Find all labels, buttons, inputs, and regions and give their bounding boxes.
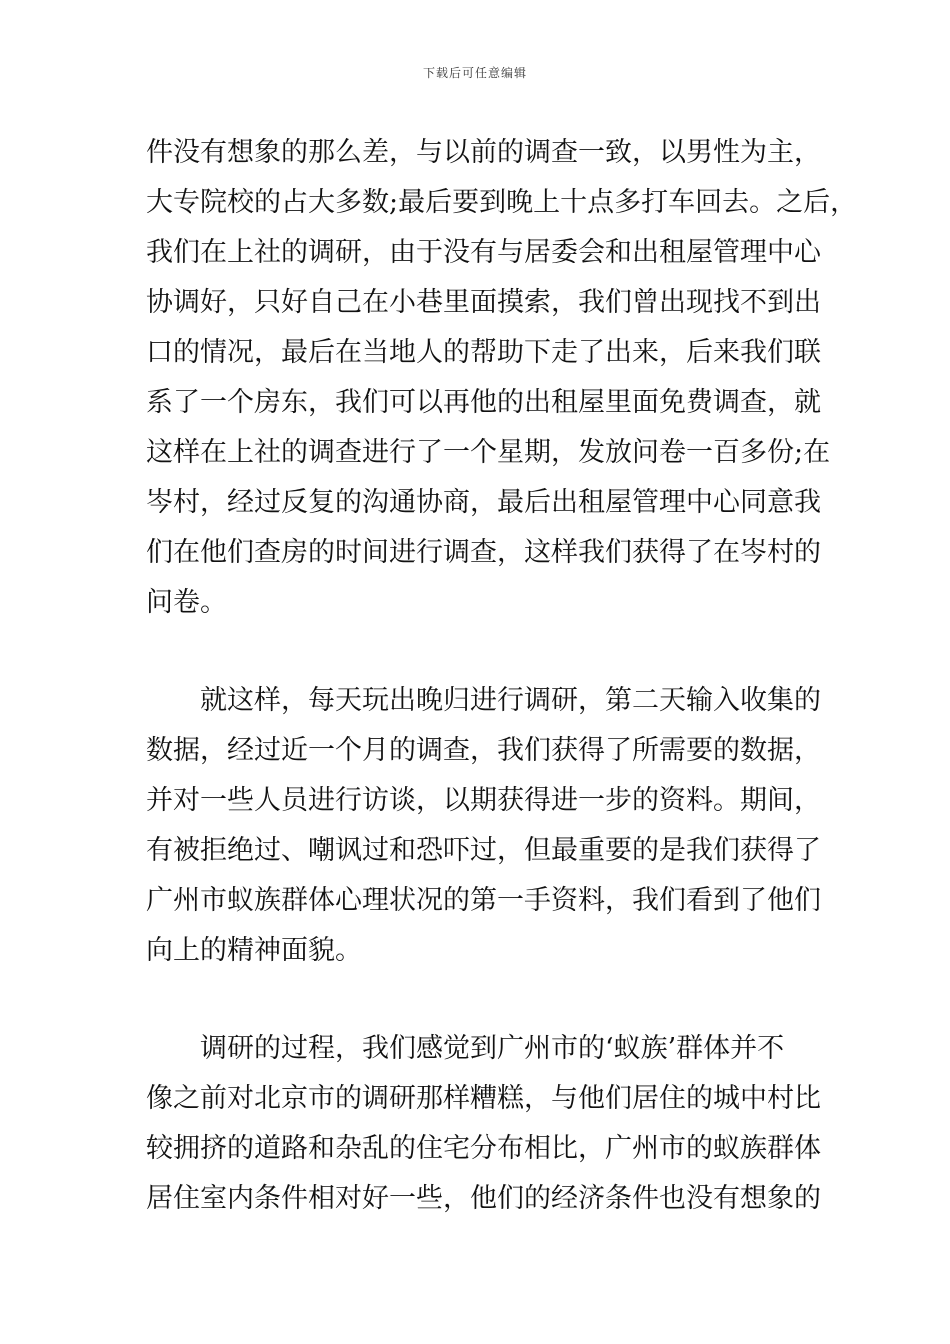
text-line: 数据，经过近一个月的调查，我们获得了所需要的数据，: [146, 735, 821, 766]
text-line: 问卷。: [146, 587, 227, 618]
header-note: 下载后可任意编辑: [422, 66, 527, 80]
text-line: 协调好，只好自己在小巷里面摸索，我们曾出现找不到出: [146, 287, 821, 318]
text-line: 有被拒绝过、嘲讽过和恐吓过，但最重要的是我们获得了: [146, 835, 821, 866]
text-line: 较拥挤的道路和杂乱的住宅分布相比，广州市的蚁族群体: [146, 1133, 821, 1164]
text-line: 居住室内条件相对好一些，他们的经济条件也没有想象的: [146, 1183, 821, 1214]
text-line: 广州市蚁族群体心理状况的第一手资料，我们看到了他们: [146, 885, 821, 916]
text-line: 这样在上社的调查进行了一个星期，发放问卷一百多份;在: [146, 437, 831, 468]
text-line: 口的情况，最后在当地人的帮助下走了出来，后来我们联: [146, 337, 821, 368]
paragraph-1: [146, 128, 858, 628]
text-line: 像之前对北京市的调研那样糟糕，与他们居住的城中村比: [146, 1083, 821, 1114]
text-line: 就这样，每天玩出晚归进行调研，第二天输入收集的: [146, 685, 821, 716]
text-line: 件没有想象的那么差，与以前的调查一致，以男性为主，: [146, 137, 821, 168]
text-line: 向上的精神面貌。: [146, 935, 362, 966]
text-line: 岑村，经过反复的沟通协商，最后出租屋管理中心同意我: [146, 487, 821, 518]
text-line: 调研的过程，我们感觉到广州市的‘蚁族’群体并不: [146, 1033, 785, 1064]
document-body: [146, 128, 858, 1224]
text-line: 大专院校的占大多数;最后要到晚上十点多打车回去。之后，: [146, 187, 858, 218]
text-line: 们在他们查房的时间进行调查，这样我们获得了在岑村的: [146, 537, 821, 568]
paragraph-3: [146, 1024, 821, 1224]
paragraph-spacer: [146, 628, 818, 676]
text-line: 系了一个房东，我们可以再他的出租屋里面免费调查，就: [146, 387, 821, 418]
paragraph-spacer: [146, 976, 818, 1024]
text-line: 我们在上社的调研，由于没有与居委会和出租屋管理中心: [146, 237, 821, 268]
text-line: 并对一些人员进行访谈，以期获得进一步的资料。期间，: [146, 785, 821, 816]
paragraph-2: [146, 676, 821, 976]
